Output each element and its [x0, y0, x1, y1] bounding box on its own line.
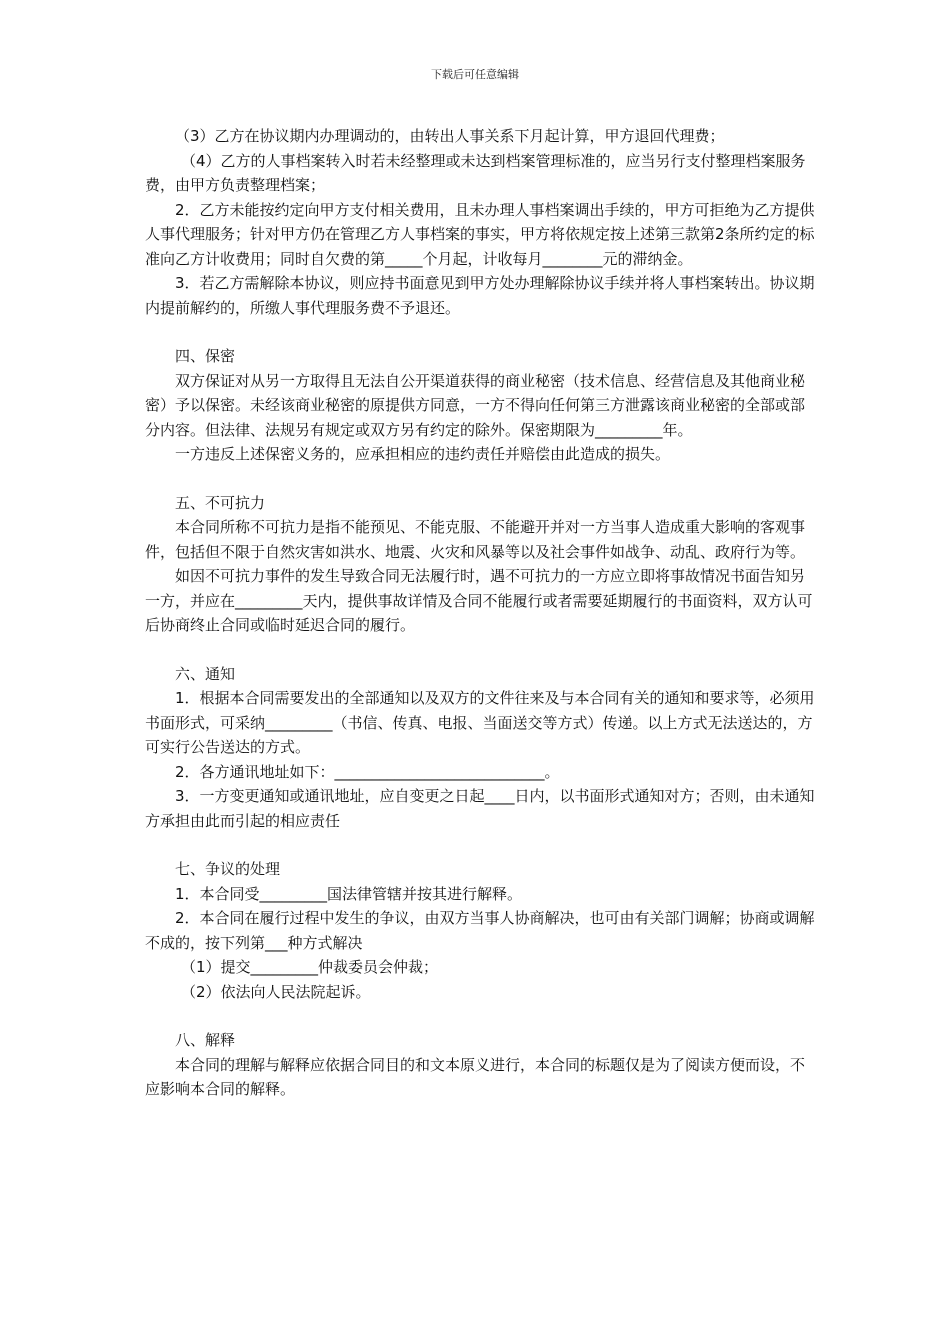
- paragraph-confidentiality-2: 一方违反上述保密义务的，应承担相应的违约责任并赔偿由此造成的损失。: [175, 445, 671, 463]
- paragraph-dispute-2: 2．本合同在履行过程中发生的争议，由双方当事人协商解决，也可由有关部门调解；协商或调解不成的，按下列第___种方式解决: [145, 909, 815, 952]
- paragraph-3-3b: 3．若乙方需解除本协议，则应持书面意见到甲方处办理解除协议手续并将人事档案转出。协议期内提前解约的，所缴人事代理服务费不予退还。: [145, 274, 815, 317]
- section-title-confidentiality: 四、保密: [175, 347, 236, 365]
- paragraph-force-majeure-1: 本合同所称不可抗力是指不能预见、不能克服、不能避开并对一方当事人造成重大影响的客观事件，包括但不限于自然灾害如洪水、地震、火灾和风暴等以及社会事件如战争、动乱、政府行为等。: [145, 518, 806, 561]
- paragraph-confidentiality-1: 双方保证对从另一方取得且无法自公开渠道获得的商业秘密（技术信息、经营信息及其他商业秘密）予以保密。未经该商业秘密的原提供方同意，一方不得向任何第三方泄露该商业秘密的全部或部分内容。但法律、法规另有规定或双方另有约定的除外。保密期限为_________年。: [145, 371, 806, 439]
- paragraph-notice-1: 1．根据本合同需要发出的全部通知以及双方的文件往来及与本合同有关的通知和要求等，必须用书面形式，可采纳_________（书信、传真、电报、当面送交等方式）传递。以上方式无法送达的，方可实行公告送达的方式。: [145, 689, 815, 756]
- paragraph-dispute-1: 1．本合同受_________国法律管辖并按其进行解释。: [175, 884, 523, 903]
- paragraph-notice-2: 2．各方通讯地址如下：____________________________。: [175, 762, 560, 781]
- section-title-interpretation: 八、解释: [175, 1031, 236, 1049]
- section-title-dispute: 七、争议的处理: [175, 860, 281, 878]
- paragraph-interpretation-1: 本合同的理解与解释应依据合同目的和文本原义进行，本合同的标题仅是为了阅读方便而设，不应影响本合同的解释。: [145, 1055, 806, 1098]
- page-header: 下载后可任意编辑: [431, 68, 519, 81]
- section-title-force-majeure: 五、不可抗力: [175, 493, 266, 512]
- paragraph-3-3: （3）乙方在协议期内办理调动的，由转出人事关系下月起计算，甲方退回代理费；: [175, 127, 725, 145]
- paragraph-3-2: 2．乙方未能按约定向甲方支付相关费用，且未办理人事档案调出手续的，甲方可拒绝为乙方提供人事代理服务；针对甲方仍在管理乙方人事档案的事实，甲方将依规定按上述第三款第2条所约定的标准向乙方计收费用；同时自欠费的第_____个月起，计收每月________元的滞纳金。: [145, 200, 815, 268]
- paragraph-dispute-option-1: （1）提交_________仲裁委员会仲裁；: [181, 958, 439, 976]
- paragraph-dispute-option-2: （2）依法向人民法院起诉。: [181, 982, 371, 1001]
- document-body: [145, 124, 815, 1102]
- paragraph-notice-3: 3．一方变更通知或通讯地址，应自变更之日起____日内，以书面形式通知对方；否则，由未通知方承担由此而引起的相应责任: [145, 787, 815, 830]
- section-title-notice: 六、通知: [175, 664, 236, 683]
- paragraph-3-4: （4）乙方的人事档案转入时若未经整理或未达到档案管理标准的，应当另行支付整理档案服务费，由甲方负责整理档案；: [145, 151, 806, 194]
- paragraph-force-majeure-2: 如因不可抗力事件的发生导致合同无法履行时，遇不可抗力的一方应立即将事故情况书面告知另一方，并应在_________天内，提供事故详情及合同不能履行或者需要延期履行的书面资料，双方认可后协商终止合同或临时延迟合同的履行。: [145, 567, 813, 634]
